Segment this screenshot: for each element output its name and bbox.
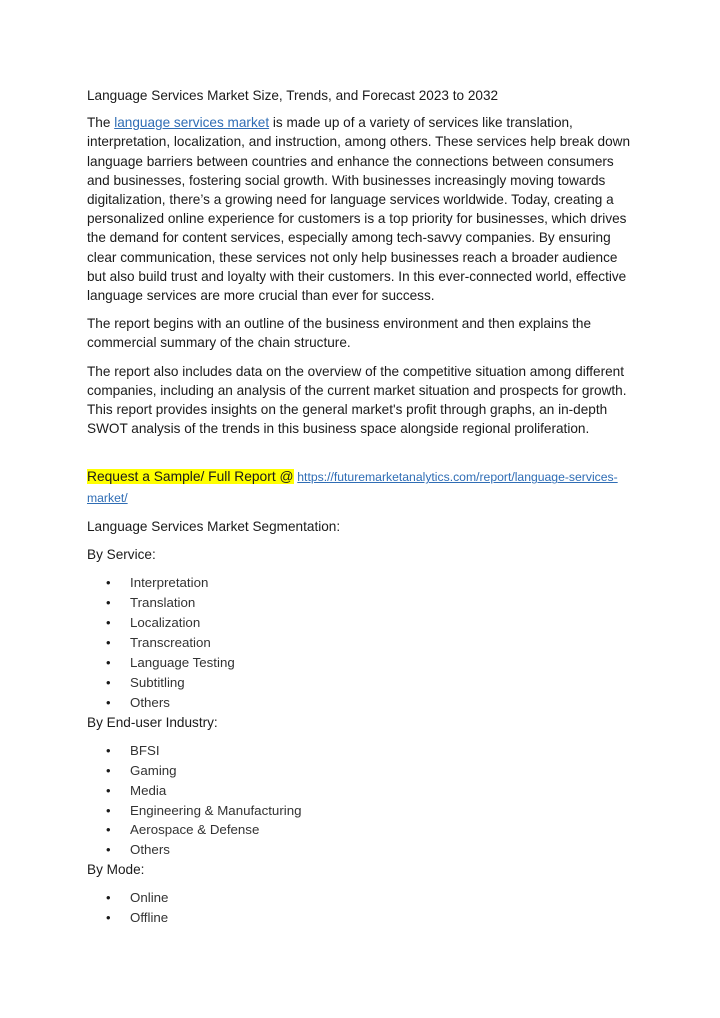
by-industry-heading: By End-user Industry: <box>87 714 218 730</box>
request-sample-line <box>87 467 639 507</box>
bullet-icon: • <box>106 762 111 778</box>
by-mode-heading: By Mode: <box>87 862 145 878</box>
list-item-label: Engineering & Manufacturing <box>130 802 302 818</box>
list-item <box>87 741 639 761</box>
list-item-label: Others <box>130 842 170 858</box>
list-item <box>87 840 639 860</box>
report-outline-paragraph: The report begins with an outline of the business environment and then explains the commercial summary of the chain structure. <box>87 316 592 351</box>
document-title: Language Services Market Size, Trends, and Forecast 2023 to 2032 <box>87 88 499 103</box>
bullet-icon: • <box>106 575 111 591</box>
bullet-icon: • <box>106 782 111 798</box>
list-item-label: Gaming <box>130 762 177 778</box>
bullet-icon: • <box>106 802 111 818</box>
list-item <box>87 820 639 840</box>
bullet-icon: • <box>106 674 111 690</box>
mode-list <box>87 888 639 928</box>
bullet-icon: • <box>106 822 111 838</box>
list-item-label: Online <box>130 890 169 906</box>
list-item-label: Media <box>130 782 167 798</box>
list-item-label: Language Testing <box>130 654 235 670</box>
bullet-icon: • <box>106 595 111 611</box>
list-item <box>87 801 639 821</box>
by-service-heading: By Service: <box>87 547 156 563</box>
intro-prefix: The <box>87 115 115 131</box>
list-item <box>87 693 639 713</box>
bullet-icon: • <box>106 842 111 858</box>
document-page <box>87 86 639 928</box>
intro-body: is made up of a variety of services like translation, interpretation, localization, and instruction, among others. These services help break down language barriers between countries and enhance the connections between consumers and businesses, fostering social growth. With businesses increasingly moving towards digitalization, there’s a growing need for language services worldwide. Today, creating a personalized online experience for customers is a top priority for businesses, which drives the demand for content services, especially among tech-savvy companies. By ensuring clear communication, these services not only help businesses reach a broader audience but also build trust and loyalty with their customers. In this ever-connected world, effective language services are more crucial than ever for success. <box>87 115 631 304</box>
list-item <box>87 908 639 928</box>
bullet-icon: • <box>106 634 111 650</box>
list-item-label: Offline <box>130 910 169 926</box>
list-item <box>87 593 639 613</box>
report-overview-paragraph: The report also includes data on the overview of the competitive situation among different companies, including an analysis of the current market situation and prospects for growth. This report provides insights on the general market's profit through graphs, an in-depth SWOT analysis of the trends in this business space alongside regional proliferation. <box>87 363 627 437</box>
request-sample-label: Request a Sample/ Full Report @ <box>87 469 294 485</box>
list-item <box>87 573 639 593</box>
list-item <box>87 761 639 781</box>
list-item <box>87 781 639 801</box>
bullet-icon: • <box>106 890 111 906</box>
list-item <box>87 653 639 673</box>
list-item <box>87 673 639 693</box>
list-item-label: Localization <box>130 615 201 631</box>
industry-list <box>87 741 639 860</box>
bullet-icon: • <box>106 742 111 758</box>
list-item-label: Others <box>130 694 170 710</box>
list-item-label: Interpretation <box>130 575 209 591</box>
bullet-icon: • <box>106 910 111 926</box>
segmentation-heading: Language Services Market Segmentation: <box>87 518 341 534</box>
language-services-market-link[interactable]: language services market <box>114 115 270 131</box>
list-item <box>87 633 639 653</box>
bullet-icon: • <box>106 615 111 631</box>
bullet-icon: • <box>106 694 111 710</box>
list-item-label: Transcreation <box>130 634 211 650</box>
report-url-link[interactable]: https://futuremarketanalytics.com/report/language-services-market/ <box>87 470 618 505</box>
list-item-label: Translation <box>130 595 196 611</box>
list-item <box>87 613 639 633</box>
service-list <box>87 573 639 712</box>
bullet-icon: • <box>106 654 111 670</box>
list-item-label: Aerospace & Defense <box>130 822 260 838</box>
intro-paragraph <box>87 113 639 305</box>
list-item-label: BFSI <box>130 742 160 758</box>
list-item <box>87 888 639 908</box>
list-item-label: Subtitling <box>130 674 185 690</box>
